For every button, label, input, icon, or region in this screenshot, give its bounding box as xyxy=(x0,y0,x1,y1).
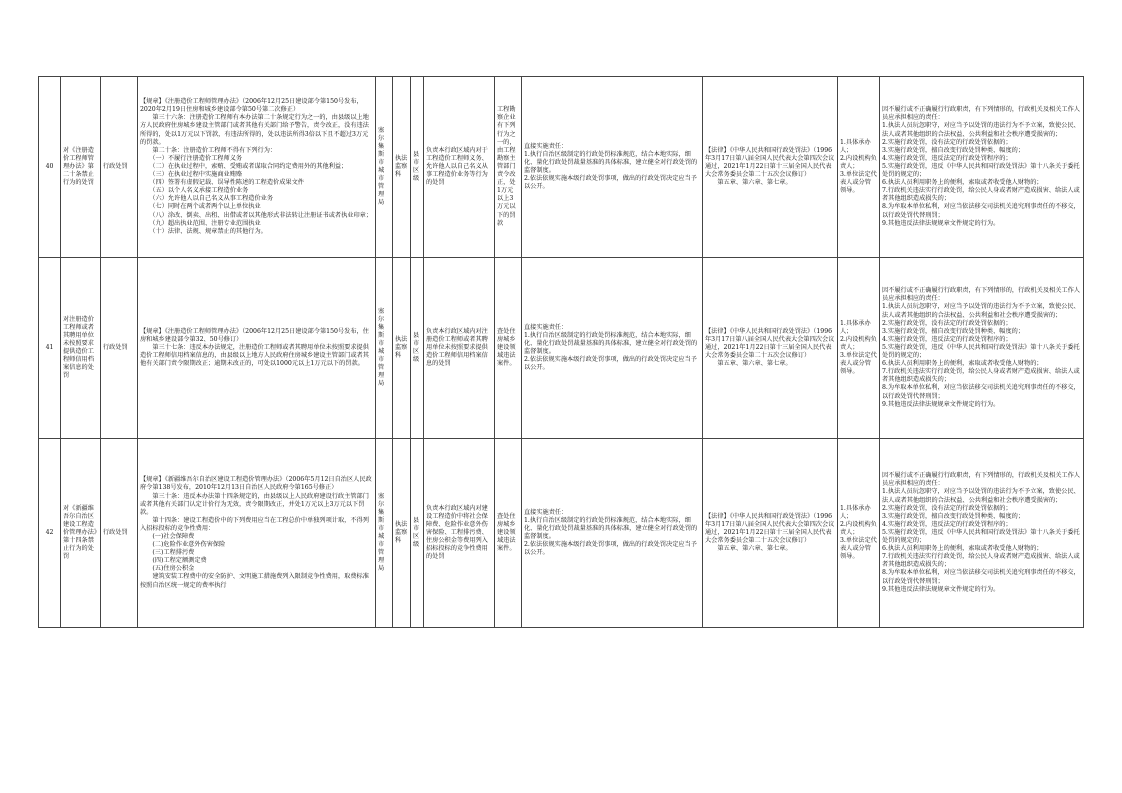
responsible-department: 塞尔集斯市城市管理局 xyxy=(376,77,393,258)
responsible-subjects: 1.具体承办人； 2.内设机构负责人； 3.单位法定代表人或分管领导。 xyxy=(838,258,880,439)
responsible-subjects: 1.具体承办人； 2.内设机构负责人； 3.单位法定代表人或分管领导。 xyxy=(838,439,880,628)
item-name: 对《注册造价工程师管理办法》第二十条禁止行为的处罚 xyxy=(61,77,101,258)
law-reference: 【法律】《中华人民共和国行政处罚法》（1996年3月17日第八届全国人民代表大会第四次会议通过，2021年1月22日第十三届全国人民代表大会常务委员会第二十五次会议修订） 第五章、第六章、第七章。 xyxy=(703,439,838,628)
responsible-division: 执法监察科 xyxy=(393,77,411,258)
responsible-department: 塞尔集斯市城市管理局 xyxy=(376,258,393,439)
exercise-level: 县市区级 xyxy=(411,439,424,628)
power-category: 行政处罚 xyxy=(101,439,138,628)
legal-basis: 【规章】《注册造价工程师管理办法》（2006年12月25日建设部令第150号发布，2020年2月19日住房和城乡建设部令第50号第二次修正） 第三十六条：注册造价工程师有本办法第二十条规定行为之一的，由县级以上地方人民政府住房城乡建设主管部门或者其他有关部门给予警告，责令改正，没有违法所得的，处以1万元以下罚款，有违法所得的，处以违法所得3倍以下且不超过3万元的罚款。 第二十条：注册造价工程师不得有下列行为： （一）不履行注册造价工程师义务 （二）在执业过程中，索贿、受贿或者谋取合同约定费用外的其他利益； （三）在执业过程中实施商业贿赂 （四）签署有虚假记载、误导性陈述的工程造价成果文件 （五）以个人名义承接工程造价业务 （六）允许他人以自己名义从事工程造价业务 （七）同时在两个或者两个以上单位执业 （八）涂改、倒卖、出租、出借或者以其他形式非法转让注册证书或者执业印章； （九）超出执业范围、注册专业范围执业 （十）法律、法规、规章禁止的其他行为。 xyxy=(138,77,376,258)
liability-clauses: 因不履行或不正确履行行政职责，有下列情形的，行政机关及相关工作人员应承担相应的责任： 1.执法人员玩忽职守，对应当予以处罚的违法行为不予立案，致使公民、法人或者其他组织的合法权益、公共利益和社会秩序遭受损害的； 2.实施行政处罚，没有法定的行政处罚依据的； 3.实施行政处罚，擅自改变行政处罚种类、幅度的； 4.实施行政处罚，违反法定的行政处罚程序的； 5.实施行政处罚，违反《中华人民共和国行政处罚法》第十八条关于委托处罚的规定的； 6.执法人员利用职务上的便利，索取或者收受他人财物的； 7.行政机关违法实行行政处罚，给公民人身或者财产造成损害、给法人或者其他组织造成损失的； 8.为牟取本单位私利，对应当依法移交司法机关追究刑事责任的不移交，以行政处罚代替刑罚； 9.其他违反法律法规规章文件规定的行为。 xyxy=(880,77,1084,258)
power-content: 负责本行政区域内对注册造价工程师或者其聘用单位未按照要求提供造价工程师信用档案信息的处罚 xyxy=(424,258,495,439)
implementation-duty: 直接实施责任： 1.执行自治区级制定的行政处罚标准规范，结合本地实际，细化、量化行政处罚裁量基准的具体标准，建立健全对行政处罚的监督制度。 2.依法依规实施本级行政处罚事项，做出的行政处罚决定应当予以公开。 xyxy=(522,439,703,628)
law-reference: 【法律】《中华人民共和国行政处罚法》（1996年3月17日第八届全国人民代表大会第四次会议通过，2021年1月22日第十三届全国人民代表大会常务委员会第二十五次会议修订） 第五章、第六章、第七章。 xyxy=(703,258,838,439)
exercise-level: 县市区级 xyxy=(411,77,424,258)
responsible-division: 执法监察科 xyxy=(393,439,411,628)
responsible-subjects: 1.具体承办人； 2.内设机构负责人； 3.单位法定代表人或分管领导。 xyxy=(838,77,880,258)
table-row xyxy=(39,77,1084,258)
exercise-level: 县市区级 xyxy=(411,258,424,439)
table-row xyxy=(39,439,1084,628)
power-content: 负责本行政区域内对建设工程造价中将社会保障费、危险作业意外伤害保险、工程排污费、住房公积金等费用列入招标投标的竞争性费用的处罚 xyxy=(424,439,495,628)
power-content: 负责本行政区域内对于工程造价工程师义务、允许他人以自己名义从事工程造价业务等行为的处罚 xyxy=(424,77,495,258)
row-number: 41 xyxy=(39,258,61,439)
law-reference: 【法律】《中华人民共和国行政处罚法》（1996年3月17日第八届全国人民代表大会第四次会议通过，2021年1月22日第十三届全国人民代表大会常务委员会第二十五次会议修订） 第五章、第六章、第七章。 xyxy=(703,77,838,258)
power-category: 行政处罚 xyxy=(101,258,138,439)
liability-clauses: 因不履行或不正确履行行政职责，有下列情形的，行政机关及相关工作人员应承担相应的责任： 1.执法人员玩忽职守，对应当予以处罚的违法行为不予立案，致使公民、法人或者其他组织的合法权益、公共利益和社会秩序遭受损害的； 2.实施行政处罚，没有法定的行政处罚依据的； 3.实施行政处罚，擅自改变行政处罚种类、幅度的； 4.实施行政处罚，违反法定的行政处罚程序的； 5.实施行政处罚，违反《中华人民共和国行政处罚法》第十八条关于委托处罚的规定的； 6.执法人员利用职务上的便利，索取或者收受他人财物的； 7.行政机关违法实行行政处罚，给公民人身或者财产造成损害、给法人或者其他组织造成损失的； 8.为牟取本单位私利，对应当依法移交司法机关追究刑事责任的不移交，以行政处罚代替刑罚； 9.其他违反法律法规规章文件规定的行为。 xyxy=(880,258,1084,439)
power-list-table xyxy=(38,76,1084,628)
collaboration-note: 工程勘察企业有下列行为之一的，由工程勘察主管部门责令改正，处1万元以上3万元以下的罚款 xyxy=(495,77,522,258)
item-name: 对《新疆维吾尔自治区建设工程造价管理办法》第十四条禁止行为的处罚 xyxy=(61,439,101,628)
responsible-division: 执法监察科 xyxy=(393,258,411,439)
collaboration-note: 查处住房城乡建设领域违法案件。 xyxy=(495,439,522,628)
liability-clauses: 因不履行或不正确履行行政职责，有下列情形的，行政机关及相关工作人员应承担相应的责任： 1.执法人员玩忽职守，对应当予以处罚的违法行为不予立案，致使公民、法人或者其他组织的合法权益、公共利益和社会秩序遭受损害的； 2.实施行政处罚，没有法定的行政处罚依据的； 3.实施行政处罚，擅自改变行政处罚种类、幅度的； 4.实施行政处罚，违反法定的行政处罚程序的； 5.实施行政处罚，违反《中华人民共和国行政处罚法》第十八条关于委托处罚的规定的； 6.执法人员利用职务上的便利，索取或者收受他人财物的； 7.行政机关违法实行行政处罚，给公民人身或者财产造成损害、给法人或者其他组织造成损失的； 8.为牟取本单位私利，对应当依法移交司法机关追究刑事责任的不移交，以行政处罚代替刑罚； 9.其他违反法律法规规章文件规定的行为。 xyxy=(880,439,1084,628)
power-category: 行政处罚 xyxy=(101,77,138,258)
legal-basis: 【规章】《注册造价工程师管理办法》（2006年12月25日建设部令第150号发布，住房和城乡建设部令第32、50号修订） 第三十七条：违反本办法规定，注册造价工程师或者其聘用单位未按照要求提供造价工程师信用档案信息的，由县级以上地方人民政府住房城乡建设主管部门或者其他有关部门责令限期改正；逾期未改正的，可处以1000元以上1万元以下的罚款。 xyxy=(138,258,376,439)
implementation-duty: 直接实施责任： 1.执行自治区级制定的行政处罚标准规范，结合本地实际，细化、量化行政处罚裁量基准的具体标准，建立健全对行政处罚的监督制度。 2.依法依规实施本级行政处罚事项，做出的行政处罚决定应当予以公开。 xyxy=(522,258,703,439)
implementation-duty: 直接实施责任： 1.执行自治区级制定的行政处罚标准规范，结合本地实际，细化、量化行政处罚裁量基准的具体标准，建立健全对行政处罚的监督制度。 2.依法依规实施本级行政处罚事项，做出的行政处罚决定应当予以公开。 xyxy=(522,77,703,258)
legal-basis: 【规章】《新疆维吾尔自治区建设工程造价管理办法》（2006年5月12日自治区人民政府令第138号发布，2010年12月13日自治区人民政府令第165号修正） 第三十条：违反本办法第十四条规定的，由县级以上人民政府建设行政主管部门或者其他有关部门认定计价行为无效，责令限期改正，并处1万元以上3万元以下罚款。 第十四条：建设工程造价中的下列费用应当在工程总价中单独列项计取，不得列入招标投标的竞争性费用： (一)社会保障费 (二)危险作业意外伤害保险 (三)工程排污费 (四)工程定额测定费 (五)住房公积金 建筑安装工程费中的安全防护、文明施工措施费列入限制竞争性费用，取费标准按照自治区统一规定的费率执行 xyxy=(138,439,376,628)
collaboration-note: 查处住房城乡建设领域违法案件。 xyxy=(495,258,522,439)
row-number: 40 xyxy=(39,77,61,258)
row-number: 42 xyxy=(39,439,61,628)
item-name: 对注册造价工程师或者其聘用单位未按照要求提供造价工程师信用档案信息的处罚 xyxy=(61,258,101,439)
table-row xyxy=(39,258,1084,439)
responsible-department: 塞尔集斯市城市管理局 xyxy=(376,439,393,628)
